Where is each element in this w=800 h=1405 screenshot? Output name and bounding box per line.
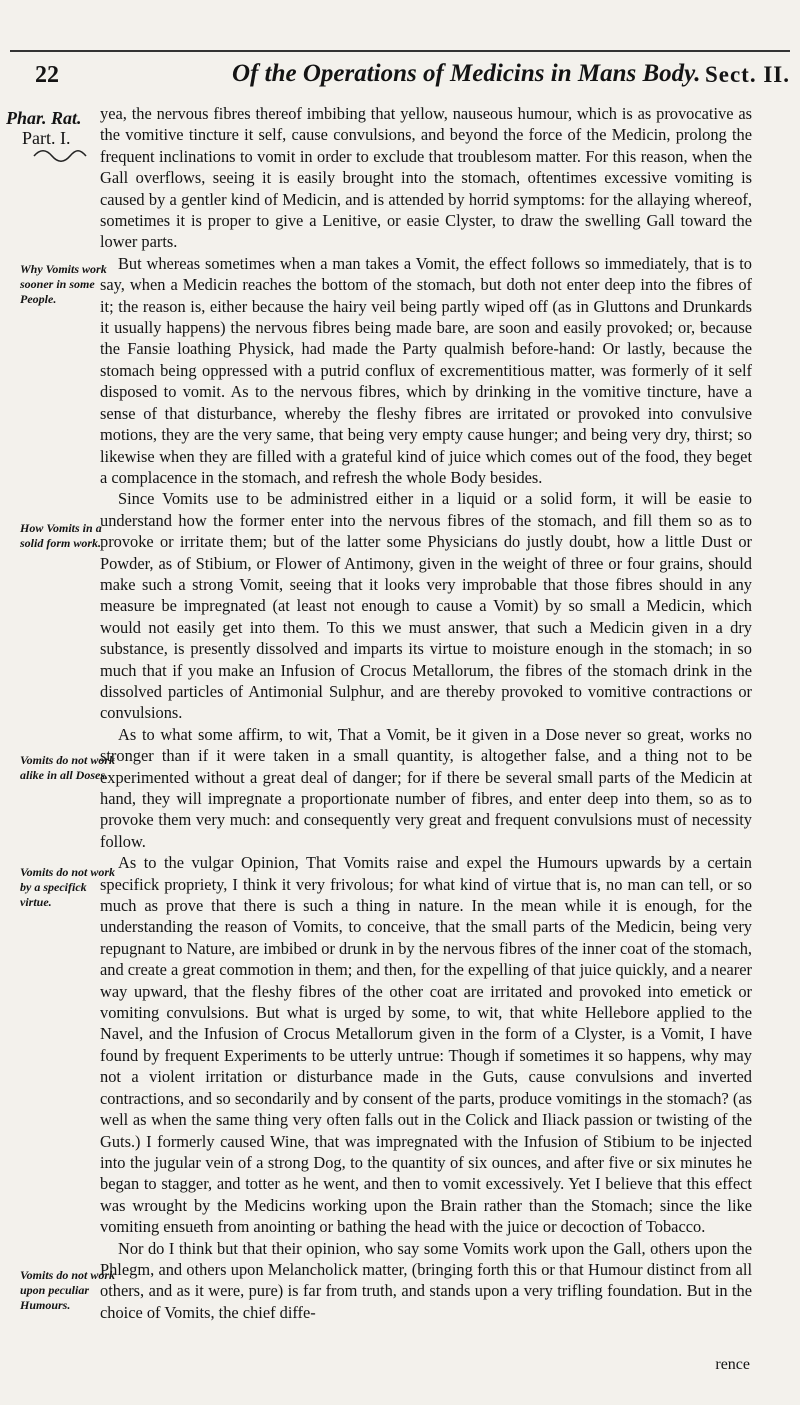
running-title: Of the Operations of Medicins in Mans Body. xyxy=(232,60,701,87)
margin-signature xyxy=(6,108,101,164)
catchword: rence xyxy=(715,1356,750,1373)
page-header xyxy=(0,58,800,98)
paragraph: Since Vomits use to be administred either in a liquid or a solid form, it will be easie to understand how the former enter into the nervous fibres of the stomach, and fill them so as to provoke or irritate them; but of the latter some Physicians do justly doubt, how a little Dust or Powder, as of Stibium, or Flower of Antimony, given in the weight of three or four grains, should make such a strong Vomit, seeing that it looks very improbable that those fibres should in any measure be impregnated (at least not enough to cause a Vomit) by so small a Medicin, which would not easily get into them. To this we must answer, that such a Medicin given in a dry substance, is presently dissolved and imparts its virtue to moisture enough in the stomach; in so much that if you make an Infusion of Crocus Metallorum, the fibres of the stomach drink in the dissolved particles of Antimonial Sulphur, and are thereby provoked to vomitive contractions or convulsions. xyxy=(100,489,752,723)
margin-note: Vomits do not work alike in all Doses. xyxy=(20,753,116,782)
margin-signature-line1: Phar. Rat. xyxy=(6,108,82,128)
flourish-ornament xyxy=(32,148,88,164)
margin-note: Why Vomits work sooner in some People. xyxy=(20,262,107,306)
paragraph: Nor do I think but that their opinion, who say some Vomits work upon the Gall, others upon the Phlegm, and others upon Melancholick matter, (bringing forth this or that Humour distinct from all others, and as it were, pure) is far from truth, and stands upon a very trifling foundation. But in the choice of Vomits, the chief diffe- xyxy=(100,1238,752,1322)
main-text xyxy=(100,103,752,1323)
page-number: 22 xyxy=(35,62,59,88)
paragraph: As to what some affirm, to wit, That a Vomit, be it given in a Dose never so great, works no stronger than if it were taken in a small quantity, is altogether false, and a thing not to be experimented without a great deal of danger; for if there be several small parts of the Medicin at hand, they will impregnate a proportionate number of fibres, and enter deep into them, so as to provoke them very much: and consequently very great and frequent convulsions must of necessity follow. xyxy=(100,724,752,851)
paragraph: yea, the nervous fibres thereof imbibing that yellow, nauseous humour, which is as provocative as the vomitive tincture it self, cause convulsions, and beyond the force of the Medicin, prolong the frequent inclinations to vomit in order to exclude that troublesom matter. For this reason, when the Gall overflows, seeing it is easily brought into the stomach, oftentimes excessive vomiting is caused by a gentler kind of Medicin, and is attended by horrid symptoms: for the allaying whereof, sometimes it is proper to give a Lenitive, or easie Clyster, to draw the swelling Gall toward the lower parts. xyxy=(100,104,752,252)
margin-note: How Vomits in a solid form work. xyxy=(20,521,102,550)
paragraph: But whereas sometimes when a man takes a Vomit, the effect follows so immediately, that is to say, when a Medicin reaches the bottom of the stomach, but doth not enter deep into the fibres of it; the reason is, either because the hairy veil being partly wiped off (as in Gluttons and Drunkards it usually happens) the nervous fibres being made bare, are soon and easily provoked; or, because the Fansie loathing Physick, had made the Party qualmish before-hand: Or lastly, because the stomach being oppressed with a putrid conflux of excrementitious matter, was formerly of it self disposed to vomit. As to the nervous fibres, which by drinking in the vomitive tincture, have a sense of that disturbance, whereby the fleshy fibres are irritated or provoked into convulsive motions, they are the very same, that being very empty cause hunger; and being very dry, thirst; so likewise when they are filled with a grateful kind of juice which comes out of the food, they beget a complacence in the stomach, and refresh the whole Body besides. xyxy=(100,253,752,487)
margin-note: Vomits do not work by a specifick virtue. xyxy=(20,865,116,909)
top-rule xyxy=(10,50,790,52)
section-label: Sect. II. xyxy=(704,62,790,87)
margin-signature-line2: Part. I. xyxy=(22,128,71,148)
paragraph: As to the vulgar Opinion, That Vomits raise and expel the Humours upwards by a certain specifick propriety, I think it very frivolous; for what kind of virtue that is, no man can tell, or so much as prove that there is such a thing in nature. In the mean while it is enough, for the understanding the reason of Vomits, to conceive, that the small parts of the Medicin, being very repugnant to Nature, are imbibed or drunk in by the nervous fibres of the inner coat of the stomach, and create a great commotion in them; and then, for the expelling of that juice quickly, and a nearer way upward, that the fleshy fibres of the other coat are irritated and provoked into emetick or vomiting convulsions. But what is urged by some, to wit, that white Hellebore applied to the Navel, and the Infusion of Crocus Metallorum given in the form of a Clyster, is a Vomit, I have found by frequent Experiments to be utterly untrue: Though if sometimes it so happens, why may not a violent irritation or disturbance made in the Guts, cause convulsions and inverted contractions, and so secondarily and by consent of the parts, produce vomitings in the stomach? (as well as when the same thing very often falls out in the Colick and Iliack passion or twisting of the Guts.) I formerly caused Wine, that was impregnated with the Infusion of Stibium to be injected into the jugular vein of a strong Dog, to the quantity of six ounces, and after five or six minutes he began to stagger, and totter as he went, and then to vomit excessively. Yet I believe that this effect was wrought by the Medicins working upon the Brain rather than the Stomach; since the like vomiting ensueth from anointing or bathing the head with the juice or decoction of Tobacco. xyxy=(100,853,752,1237)
margin-note: Vomits do not work upon peculiar Humours. xyxy=(20,1268,116,1312)
